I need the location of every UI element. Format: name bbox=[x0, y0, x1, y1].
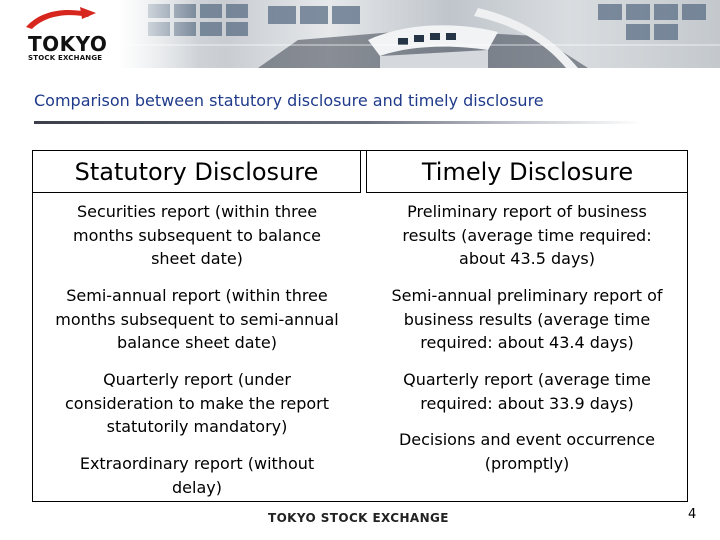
statutory-item-semi-annual-report: Semi-annual report (within three months subsequent to semi-annual balance sheet date) bbox=[55, 286, 339, 352]
page-title: Comparison between statutory disclosure and timely disclosure bbox=[34, 91, 544, 110]
trading-floor-photo bbox=[118, 0, 720, 68]
page-number: 4 bbox=[688, 507, 697, 522]
statutory-item-extraordinary-report: Extraordinary report (without delay) bbox=[79, 454, 315, 497]
trading-floor-image bbox=[118, 0, 720, 68]
comparison-table bbox=[32, 150, 688, 502]
logo-word: TOKYO bbox=[28, 32, 108, 56]
footer-brand: TOKYO STOCK EXCHANGE bbox=[268, 511, 449, 525]
column-header-statutory: Statutory Disclosure bbox=[33, 151, 361, 193]
timely-item-preliminary-report: Preliminary report of business results (average time required: about 43.5 days) bbox=[402, 202, 652, 268]
logo-subtext: STOCK EXCHANGE bbox=[28, 54, 103, 62]
title-underline bbox=[34, 121, 642, 124]
timely-item-semi-annual-preliminary: Semi-annual preliminary report of business results (average time required: about 43.4 days) bbox=[391, 286, 663, 352]
statutory-item-securities-report: Securities report (within three months subsequent to balance sheet date) bbox=[73, 202, 321, 268]
logo-swoosh-icon bbox=[22, 5, 98, 31]
photo-fade bbox=[118, 0, 198, 68]
statutory-item-quarterly-report: Quarterly report (under consideration to make the report statutorily mandatory) bbox=[65, 370, 329, 436]
tse-logo bbox=[0, 0, 118, 68]
header-band bbox=[0, 0, 720, 68]
timely-item-decisions-events: Decisions and event occurrence (promptly) bbox=[398, 430, 656, 473]
column-header-timely: Timely Disclosure bbox=[366, 151, 688, 193]
timely-item-quarterly-report: Quarterly report (average time required: about 33.9 days) bbox=[403, 370, 651, 413]
